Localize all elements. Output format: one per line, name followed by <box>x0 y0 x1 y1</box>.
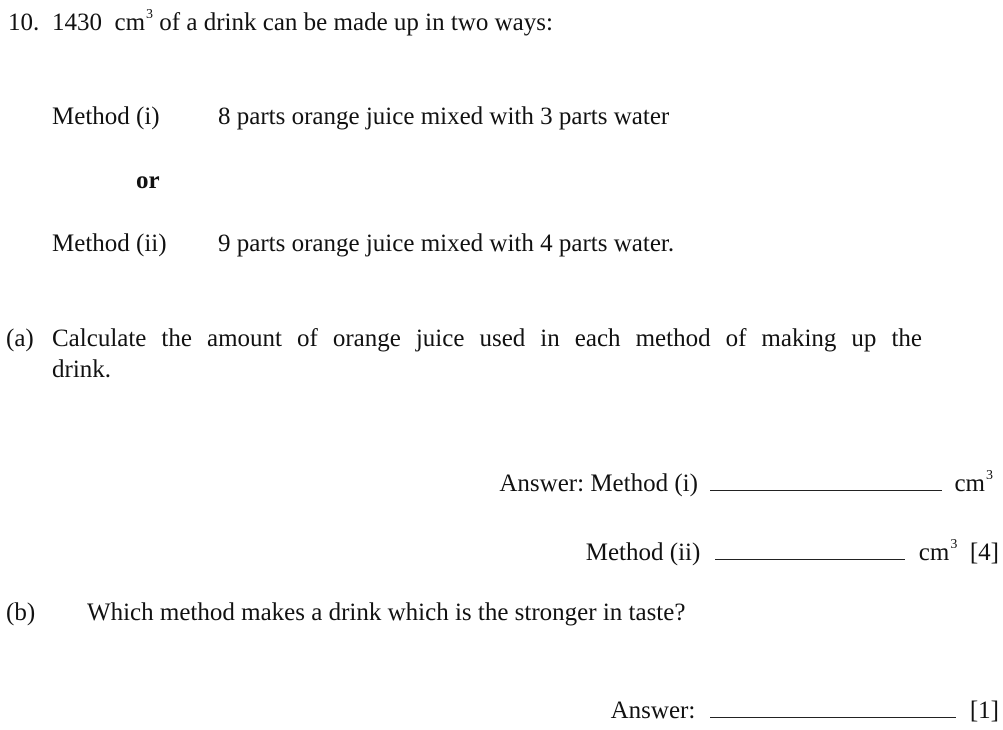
question-intro <box>52 7 553 36</box>
intro-unit-power: 3 <box>146 7 154 22</box>
answer-method-2-unit: cm <box>918 539 950 566</box>
part-a-line-2: drink. <box>52 356 112 383</box>
intro-unit: cm <box>114 9 146 36</box>
answer-b-blank[interactable] <box>710 695 956 718</box>
intro-amount: 1430 <box>52 9 102 36</box>
part-b-text: Which method makes a drink which is the stronger in taste? <box>87 599 686 626</box>
answer-method-2-blank[interactable] <box>715 537 905 560</box>
answer-method-1-unit: cm <box>954 470 985 497</box>
answer-method-2 <box>586 537 999 565</box>
or-text: or <box>136 167 160 194</box>
method-2-label: Method (ii) <box>52 230 167 257</box>
method-1-description: 8 parts orange juice mixed with 3 parts water <box>218 103 670 130</box>
answer-method-1-label: Answer: Method (i) <box>499 470 698 497</box>
part-b-label: (b) <box>6 599 36 626</box>
answer-b-label: Answer: <box>610 697 696 724</box>
part-a-label: (a) <box>6 325 34 352</box>
answer-method-1 <box>499 468 993 496</box>
part-a-line-1: Calculate the amount of orange juice used in each method of making up the <box>52 325 922 352</box>
answer-method-1-unit-power: 3 <box>986 468 993 483</box>
answer-b <box>611 695 999 723</box>
part-b-marks: [1] <box>969 697 999 724</box>
answer-method-1-blank[interactable] <box>710 468 942 491</box>
method-1-label: Method (i) <box>52 103 160 130</box>
answer-method-2-label: Method (ii) <box>585 539 701 566</box>
intro-text: of a drink can be made up in two ways: <box>159 9 553 36</box>
method-2-description: 9 parts orange juice mixed with 4 parts water. <box>218 230 675 257</box>
question-number: 10. <box>8 9 40 36</box>
part-a-marks: [4] <box>969 539 999 566</box>
answer-method-2-unit-power: 3 <box>950 537 958 552</box>
